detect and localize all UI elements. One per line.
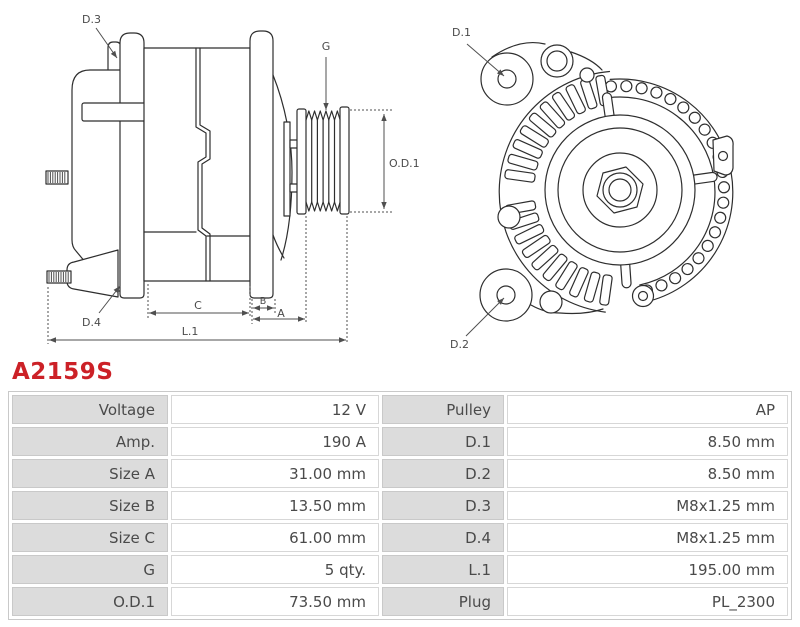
spec-value: M8x1.25 mm	[507, 491, 788, 520]
spec-table	[8, 391, 792, 620]
stator-body	[144, 48, 250, 281]
side-hole-left	[498, 206, 520, 228]
label-d3: D.3	[82, 13, 101, 26]
spec-label: D.4	[382, 523, 504, 552]
spec-label: G	[12, 555, 168, 584]
spec-value: 8.50 mm	[507, 427, 788, 456]
spec-value: 8.50 mm	[507, 459, 788, 488]
spec-row	[12, 523, 788, 552]
right-lug-hole	[719, 152, 728, 161]
mount-hole-top3	[580, 68, 594, 82]
mount-boss-d3	[108, 42, 121, 72]
side-view	[46, 31, 349, 298]
front-bracket-flange	[250, 31, 273, 298]
spec-value: 195.00 mm	[507, 555, 788, 584]
shaft-end	[609, 179, 631, 201]
shaft	[284, 122, 290, 216]
spec-row	[12, 555, 788, 584]
front-bracket-nose-inner	[273, 235, 284, 258]
rear-bracket-flange	[120, 33, 144, 298]
lug-hole-inner	[639, 292, 648, 301]
spec-value: 190 A	[171, 427, 379, 456]
label-d4: D.4	[82, 316, 101, 329]
label-c: C	[194, 299, 202, 312]
spec-value: 61.00 mm	[171, 523, 379, 552]
mount-lug-d4	[67, 250, 118, 297]
label-g: G	[321, 40, 331, 53]
spec-label: Size A	[12, 459, 168, 488]
pulley-groove-bottom	[306, 202, 340, 211]
pulley-flange-left	[297, 109, 306, 214]
pulley-flange-right	[340, 107, 349, 214]
spec-row	[12, 587, 788, 616]
spec-label: D.3	[382, 491, 504, 520]
label-d1: D.1	[452, 26, 471, 39]
label-l1: L.1	[181, 325, 199, 338]
pulley-ribs	[312, 120, 335, 202]
spec-value: AP	[507, 395, 788, 424]
spec-label: Plug	[382, 587, 504, 616]
bottom-hole	[540, 291, 562, 313]
spec-value: 73.50 mm	[171, 587, 379, 616]
label-a: A	[277, 307, 285, 320]
spec-label: D.2	[382, 459, 504, 488]
front-view	[480, 43, 733, 321]
spec-value: 5 qty.	[171, 555, 379, 584]
part-number: A2159S	[12, 359, 114, 385]
spec-row	[12, 427, 788, 456]
spec-label: Voltage	[12, 395, 168, 424]
spec-label: L.1	[382, 555, 504, 584]
spec-label: D.1	[382, 427, 504, 456]
label-b: B	[259, 296, 267, 307]
spec-value: 31.00 mm	[171, 459, 379, 488]
spec-value: M8x1.25 mm	[507, 523, 788, 552]
pulley-groove-top	[306, 111, 340, 120]
stud-thread-hatching	[48, 172, 68, 282]
spec-label: Pulley	[382, 395, 504, 424]
spec-label: Size C	[12, 523, 168, 552]
spec-value: PL_2300	[507, 587, 788, 616]
spec-row	[12, 491, 788, 520]
label-d2: D.2	[450, 338, 469, 351]
spec-label: Amp.	[12, 427, 168, 456]
ear-contour-top2	[571, 52, 602, 70]
mount-hole-top2	[547, 51, 567, 71]
label-od1: O.D.1	[389, 157, 420, 170]
spec-row	[12, 395, 788, 424]
spec-value: 13.50 mm	[171, 491, 379, 520]
spec-row	[12, 459, 788, 488]
spec-value: 12 V	[171, 395, 379, 424]
spec-label: Size B	[12, 491, 168, 520]
spec-label: O.D.1	[12, 587, 168, 616]
